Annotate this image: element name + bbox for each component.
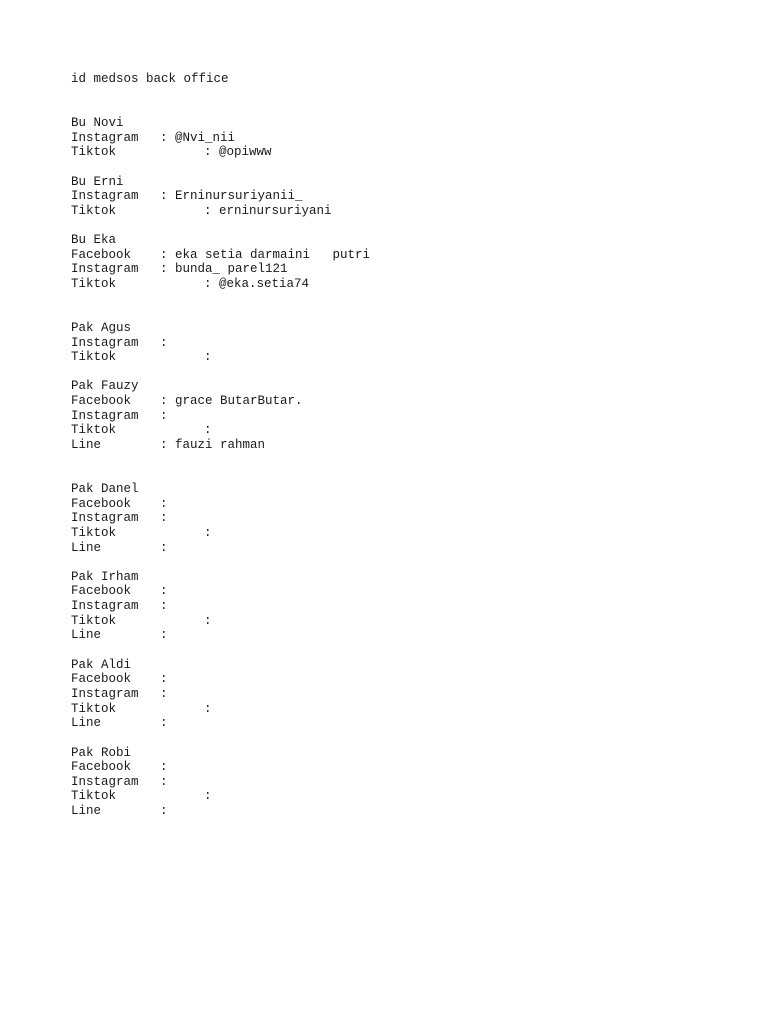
field-separator: : bbox=[160, 804, 176, 819]
spacer bbox=[71, 292, 711, 321]
field-separator: : bbox=[160, 496, 176, 511]
person-name: Bu Erni bbox=[71, 174, 124, 189]
person-name: Pak Fauzy bbox=[71, 379, 139, 394]
field-separator: : bbox=[160, 189, 176, 204]
field-label: Instagram bbox=[71, 262, 139, 277]
field-value: Erninursuriyanii_ bbox=[175, 189, 303, 204]
person-name: Pak Danel bbox=[71, 481, 139, 496]
field-separator: : bbox=[160, 335, 176, 350]
field-label: Tiktok bbox=[71, 789, 117, 804]
person-entry bbox=[71, 116, 711, 160]
person-entry bbox=[71, 233, 711, 292]
field-label: Tiktok bbox=[71, 423, 117, 438]
field-row-tiktok bbox=[71, 350, 711, 365]
field-label: Facebook bbox=[71, 672, 132, 687]
field-separator: : bbox=[160, 672, 176, 687]
field-separator: : bbox=[204, 701, 220, 716]
field-label: Tiktok bbox=[71, 525, 117, 540]
field-label: Instagram bbox=[71, 335, 139, 350]
field-label: Instagram bbox=[71, 599, 139, 614]
field-separator: : bbox=[160, 760, 176, 775]
field-row-line bbox=[71, 804, 711, 819]
field-row-tiktok bbox=[71, 145, 711, 160]
field-row-line bbox=[71, 438, 711, 453]
field-separator: : bbox=[160, 408, 176, 423]
person-entry bbox=[71, 570, 711, 643]
field-separator: : bbox=[160, 584, 176, 599]
person-name: Bu Novi bbox=[71, 115, 124, 130]
person-entry bbox=[71, 746, 711, 819]
person-entry bbox=[71, 482, 711, 555]
field-row-instagram bbox=[71, 409, 711, 424]
field-row-tiktok bbox=[71, 526, 711, 541]
field-label: Tiktok bbox=[71, 350, 117, 365]
field-label: Tiktok bbox=[71, 701, 117, 716]
field-label: Instagram bbox=[71, 189, 139, 204]
person-entry bbox=[71, 658, 711, 731]
field-label: Line bbox=[71, 540, 102, 555]
field-row-facebook bbox=[71, 497, 711, 512]
field-separator: : bbox=[204, 276, 220, 291]
field-separator: : bbox=[160, 599, 176, 614]
field-value: eka setia darmaini putri bbox=[175, 247, 371, 262]
field-separator: : bbox=[204, 350, 220, 365]
field-row-facebook bbox=[71, 394, 711, 409]
spacer bbox=[71, 218, 711, 233]
field-row-facebook bbox=[71, 760, 711, 775]
field-label: Instagram bbox=[71, 408, 139, 423]
field-separator: : bbox=[160, 394, 176, 409]
field-row-instagram bbox=[71, 131, 711, 146]
field-label: Tiktok bbox=[71, 145, 117, 160]
field-row-tiktok bbox=[71, 277, 711, 292]
field-separator: : bbox=[160, 686, 176, 701]
field-row-instagram bbox=[71, 262, 711, 277]
field-row-line bbox=[71, 716, 711, 731]
field-row-facebook bbox=[71, 584, 711, 599]
field-label: Facebook bbox=[71, 394, 132, 409]
field-row-tiktok bbox=[71, 702, 711, 717]
field-separator: : bbox=[160, 716, 176, 731]
field-label: Facebook bbox=[71, 247, 132, 262]
field-separator: : bbox=[204, 613, 220, 628]
spacer bbox=[71, 160, 711, 175]
field-value: fauzi rahman bbox=[175, 438, 266, 453]
field-label: Facebook bbox=[71, 584, 132, 599]
field-label: Facebook bbox=[71, 496, 132, 511]
people-list bbox=[71, 116, 711, 819]
field-row-tiktok bbox=[71, 204, 711, 219]
field-value: @eka.setia74 bbox=[219, 276, 310, 291]
field-separator: : bbox=[204, 525, 220, 540]
spacer bbox=[71, 643, 711, 658]
field-separator: : bbox=[204, 789, 220, 804]
person-name: Bu Eka bbox=[71, 233, 117, 248]
field-row-instagram bbox=[71, 775, 711, 790]
field-separator: : bbox=[204, 423, 220, 438]
field-row-tiktok bbox=[71, 789, 711, 804]
spacer bbox=[71, 555, 711, 570]
field-row-tiktok bbox=[71, 423, 711, 438]
person-name: Pak Irham bbox=[71, 569, 139, 584]
field-label: Instagram bbox=[71, 130, 139, 145]
field-value: grace ButarButar. bbox=[175, 394, 303, 409]
field-row-line bbox=[71, 541, 711, 556]
field-separator: : bbox=[160, 130, 176, 145]
field-separator: : bbox=[160, 247, 176, 262]
field-row-facebook bbox=[71, 672, 711, 687]
field-row-tiktok bbox=[71, 614, 711, 629]
field-label: Line bbox=[71, 628, 102, 643]
field-row-instagram bbox=[71, 687, 711, 702]
field-label: Facebook bbox=[71, 760, 132, 775]
field-row-instagram bbox=[71, 336, 711, 351]
person-name: Pak Agus bbox=[71, 320, 132, 335]
field-label: Instagram bbox=[71, 511, 139, 526]
person-entry bbox=[71, 175, 711, 219]
field-label: Line bbox=[71, 716, 102, 731]
field-label: Line bbox=[71, 438, 102, 453]
field-separator: : bbox=[160, 774, 176, 789]
field-row-instagram bbox=[71, 189, 711, 204]
field-value: erninursuriyani bbox=[219, 203, 332, 218]
spacer bbox=[71, 87, 711, 116]
field-value: @Nvi_nii bbox=[175, 130, 236, 145]
field-label: Tiktok bbox=[71, 613, 117, 628]
field-separator: : bbox=[204, 203, 220, 218]
field-separator: : bbox=[160, 628, 176, 643]
field-separator: : bbox=[160, 511, 176, 526]
person-name: Pak Robi bbox=[71, 745, 132, 760]
document-page bbox=[71, 72, 711, 819]
field-row-facebook bbox=[71, 248, 711, 263]
field-label: Instagram bbox=[71, 686, 139, 701]
field-separator: : bbox=[160, 438, 176, 453]
field-row-instagram bbox=[71, 599, 711, 614]
field-label: Tiktok bbox=[71, 276, 117, 291]
spacer bbox=[71, 453, 711, 482]
field-label: Line bbox=[71, 804, 102, 819]
field-value: @opiwww bbox=[219, 145, 272, 160]
person-name: Pak Aldi bbox=[71, 657, 132, 672]
person-entry bbox=[71, 379, 711, 452]
field-separator: : bbox=[160, 540, 176, 555]
field-row-instagram bbox=[71, 511, 711, 526]
spacer bbox=[71, 365, 711, 380]
field-label: Tiktok bbox=[71, 203, 117, 218]
person-entry bbox=[71, 321, 711, 365]
field-separator: : bbox=[204, 145, 220, 160]
field-row-line bbox=[71, 628, 711, 643]
spacer bbox=[71, 731, 711, 746]
field-label: Instagram bbox=[71, 774, 139, 789]
field-separator: : bbox=[160, 262, 176, 277]
field-value: bunda_ parel121 bbox=[175, 262, 288, 277]
document-title: id medsos back office bbox=[71, 72, 229, 86]
